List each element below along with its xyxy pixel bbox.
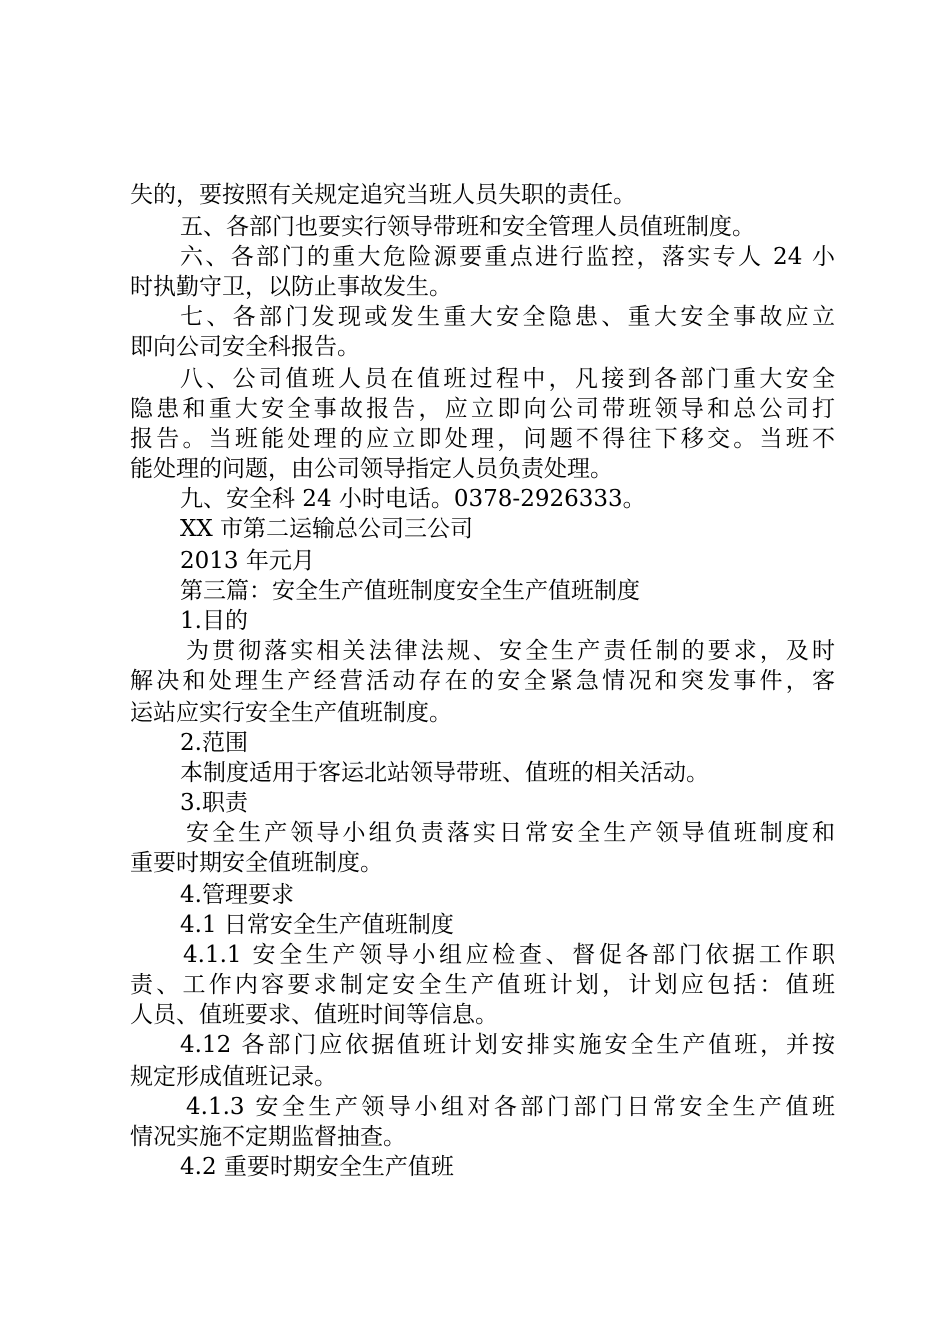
text-line: 为贯彻落实相关法律法规、安全生产责任制的要求，及时 xyxy=(186,638,835,664)
text-line: 规定形成值班记录。 xyxy=(130,1064,337,1090)
text-line: 4.1 日常安全生产值班制度 xyxy=(180,912,454,938)
text-line: 六、各部门的重大危险源要重点进行监控，落实专人 24 小 xyxy=(180,244,835,270)
text-line: 时执勤守卫，以防止事故发生。 xyxy=(130,274,452,300)
text-line: 4.2 重要时期安全生产值班 xyxy=(180,1154,454,1180)
text-line: 4.1.3 安全生产领导小组对各部门部门日常安全生产值班 xyxy=(186,1094,835,1120)
text-line: 八、公司值班人员在值班过程中，凡接到各部门重大安全 xyxy=(180,366,835,392)
text-line: 3.职责 xyxy=(180,790,248,816)
text-line: 即向公司安全科报告。 xyxy=(130,334,360,360)
text-line: 1.目的 xyxy=(180,608,248,634)
text-line: 4.12 各部门应依据值班计划安排实施安全生产值班，并按 xyxy=(180,1032,835,1058)
text-line: 隐患和重大安全事故报告，应立即向公司带班领导和总公司打 xyxy=(130,396,835,422)
text-line: 运站应实行安全生产值班制度。 xyxy=(130,700,452,726)
section-heading: 第三篇：安全生产值班制度安全生产值班制度 xyxy=(180,578,640,604)
text-line: 人员、值班要求、值班时间等信息。 xyxy=(130,1002,498,1028)
text-line: 2.范围 xyxy=(180,730,248,756)
text-line: 失的，要按照有关规定追究当班人员失职的责任。 xyxy=(130,182,636,208)
text-line: 能处理的问题，由公司领导指定人员负责处理。 xyxy=(130,456,613,482)
text-line: 七、各部门发现或发生重大安全隐患、重大安全事故应立 xyxy=(180,304,835,330)
text-line: 解决和处理生产经营活动存在的安全紧急情况和突发事件，客 xyxy=(130,668,835,694)
text-line: 4.1.1 安全生产领导小组应检查、督促各部门依据工作职 xyxy=(183,942,835,968)
text-line: 4.管理要求 xyxy=(180,882,294,908)
text-line: XX 市第二运输总公司三公司 xyxy=(180,516,474,542)
text-line: 五、各部门也要实行领导带班和安全管理人员值班制度。 xyxy=(180,214,755,240)
text-line: 责、工作内容要求制定安全生产值班计划，计划应包括：值班 xyxy=(130,972,835,998)
text-line: 重要时期安全值班制度。 xyxy=(130,850,383,876)
text-line: 本制度适用于客运北站领导带班、值班的相关活动。 xyxy=(180,760,709,786)
text-line: 九、安全科 24 小时电话。0378-2926333。 xyxy=(180,486,646,512)
text-line: 报告。当班能处理的应立即处理，问题不得往下移交。当班不 xyxy=(130,426,835,452)
text-line: 安全生产领导小组负责落实日常安全生产领导值班制度和 xyxy=(186,820,835,846)
text-line: 2013 年元月 xyxy=(180,548,315,574)
text-line: 情况实施不定期监督抽查。 xyxy=(130,1124,406,1150)
